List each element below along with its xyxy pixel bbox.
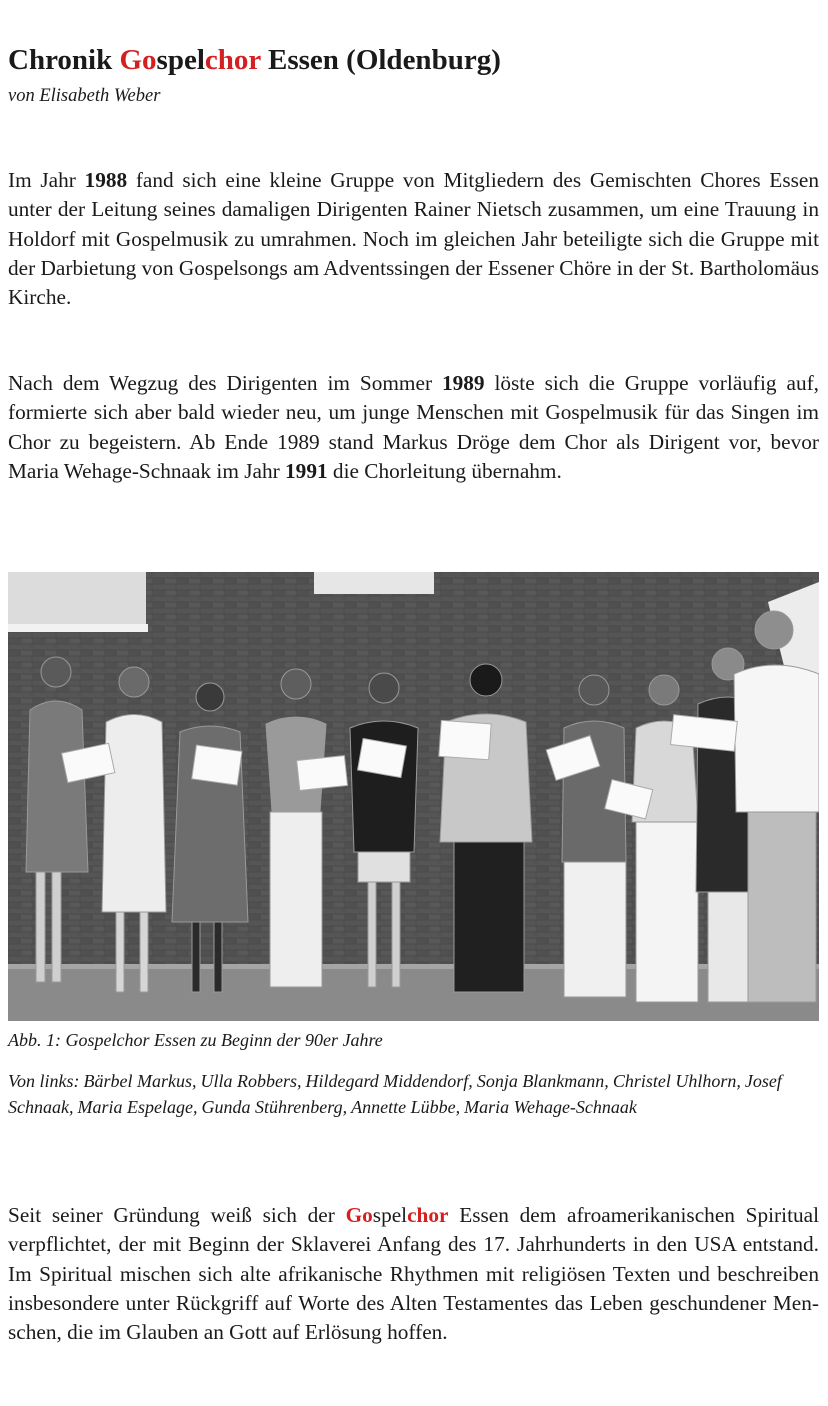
choir-name-go: Go xyxy=(345,1203,373,1227)
paragraph-3: Seit seiner Gründung weiß sich der Gospelchor Essen dem afroamerikanischen Spiritual verpflichtet, der mit Beginn der Sklaverei Anfang des 17. Jahrhunderts in den USA entstand. Im Spiritual mischen sich alte afrikanische Rhythmen mit religiösen Texten und beschreiben insbesondere unter Rückgriff auf Worte des Alten Testamentes das Leben geschundener Menschen, die im Glauben an Gott auf Erlösung hoffen. xyxy=(8,1203,819,1345)
figure-credits xyxy=(8,1068,819,1120)
title-accent-go: Go xyxy=(119,44,157,76)
paragraph-2: Nach dem Wegzug des Dirigenten im Sommer 1989 löste sich die Gruppe vorläufig auf, formierte sich aber bald wieder neu, um junge Menschen mit Gospelmusik für das Singen im Chor zu begeistern. Ab Ende 1989 stand Markus Dröge dem Chor als Dirigent vor, bevor Maria Wehage-Schnaak im Jahr 1991 die Chorleitung übernahm. xyxy=(8,371,820,483)
credit-name: Maria Wehage-Schnaak xyxy=(464,1097,637,1117)
credit-name: Ulla Robbers, xyxy=(200,1071,302,1091)
year-1989: 1989 xyxy=(441,371,485,395)
credit-name: Josef Schnaak, xyxy=(8,1071,782,1117)
title-accent-chor: chor xyxy=(204,44,261,76)
figure-caption: Abb. 1: Gospelchor Essen zu Beginn der 90er Jahre xyxy=(8,1030,383,1050)
credit-name: Christel Uhlhorn, xyxy=(612,1071,741,1091)
year-1988: 1988 xyxy=(84,168,128,192)
credit-name: Sonja Blankmann, xyxy=(476,1071,609,1091)
credit-name: Maria Espelage, xyxy=(77,1097,198,1117)
year-1991: 1991 xyxy=(285,458,328,483)
credit-name: Annette Lübbe, xyxy=(351,1097,461,1117)
page-title: Chronik Gospelchor Essen (Oldenburg) xyxy=(8,44,501,76)
credits-intro: Von links: xyxy=(8,1071,80,1091)
credit-name: Gunda Stührenberg, xyxy=(201,1097,348,1117)
credit-name: Hildegard Middendorf, xyxy=(305,1071,473,1091)
credit-name: Bärbel Markus, xyxy=(83,1071,197,1091)
author-byline: von Elisabeth Weber xyxy=(8,86,161,106)
choir-photo xyxy=(8,572,819,1021)
paragraph-1: Im Jahr 1988 fand sich eine kleine Gruppe von Mitgliedern des Gemischten Chores Essen unter der Leitung seines damaligen Dirigenten Rainer Nietsch zusammen, um eine Trauung in Holdorf mit Gospelmusik zu umrahmen. Noch im gleichen Jahr beteiligte sich die Gruppe mit der Darbietung von Gospelsongs am Adventssingen der Essener Chöre in der St. Bartholomäus Kirche. xyxy=(8,168,819,310)
choir-name-spel: spel xyxy=(372,1203,408,1227)
choir-name-chor: chor xyxy=(407,1203,449,1227)
